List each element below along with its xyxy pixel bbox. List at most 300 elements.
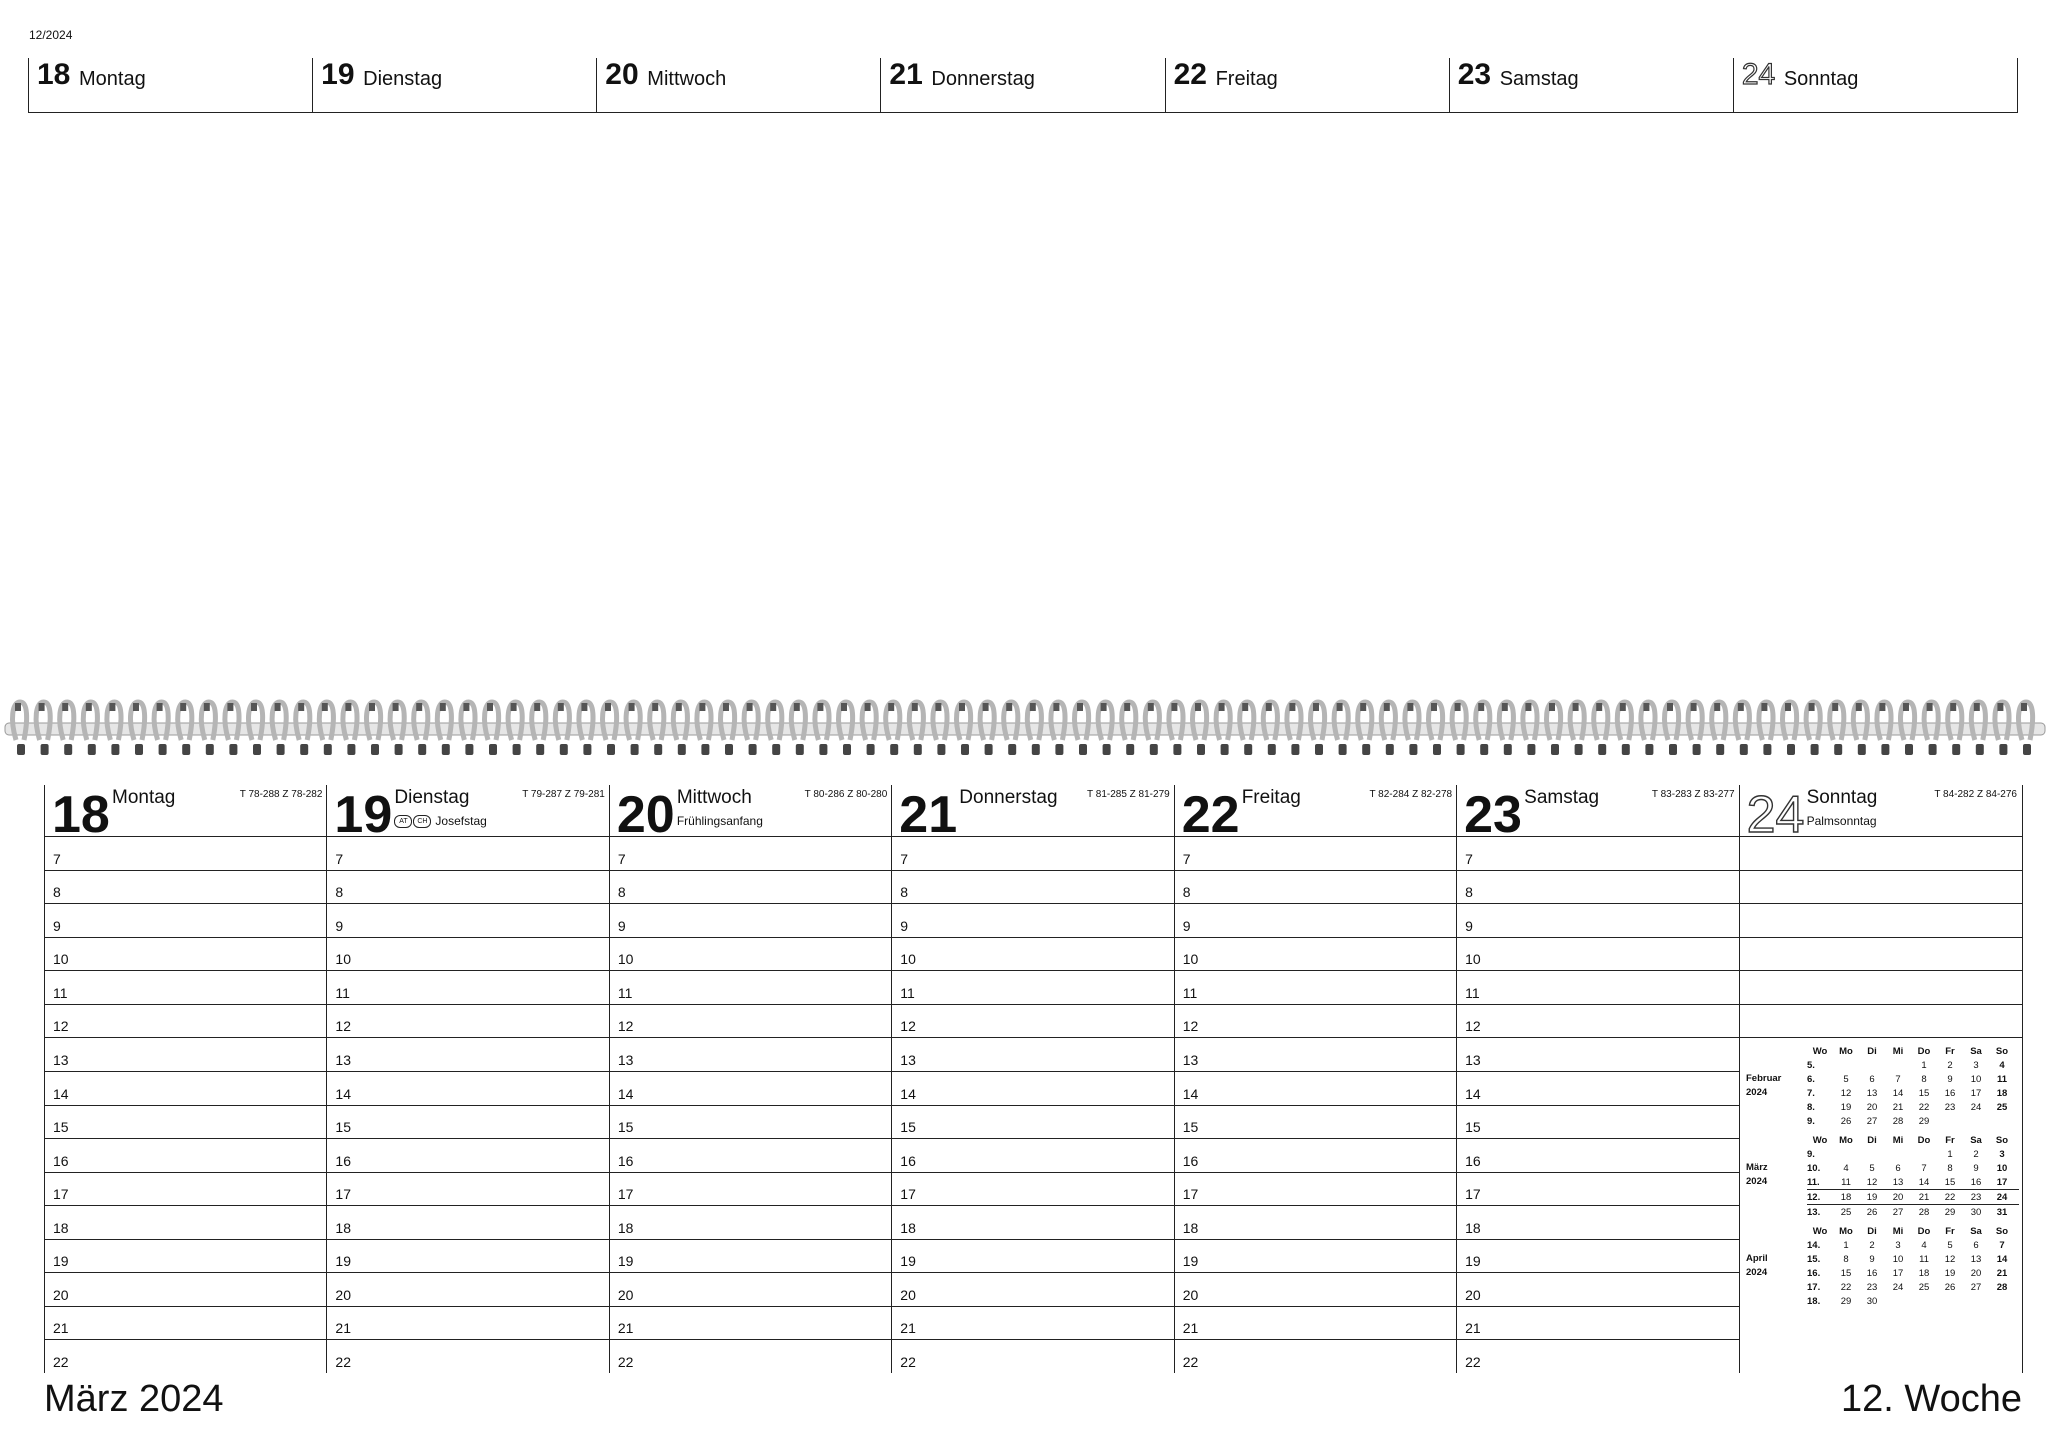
hour-row[interactable] [45,1172,327,1207]
weekday-label: Mi [1892,1135,1904,1146]
mini-week-row [1807,1114,2019,1128]
hour-label: 15 [617,1119,634,1136]
day-number: 24 [1746,786,1805,844]
hour-label: 20 [1182,1286,1199,1303]
hour-row[interactable] [1175,836,1457,871]
hour-row[interactable] [892,937,1174,972]
day-cell: 12 [1840,1087,1852,1099]
day-header[interactable] [327,785,609,844]
day-cell: 2 [1947,1059,1953,1071]
weekday-label: Di [1867,1226,1877,1237]
hour-label: 18 [53,1219,69,1236]
hour-row[interactable] [327,1272,609,1307]
hour-label: 13 [1182,1051,1199,1068]
hour-row[interactable] [327,937,609,972]
hour-row[interactable] [892,1306,1174,1341]
hour-row[interactable] [327,1004,609,1039]
weekday-label: Fr [1945,1135,1955,1146]
hour-label: 21 [53,1320,69,1337]
mini-week-row [1807,1161,2019,1175]
hour-row[interactable] [610,870,892,905]
mini-week-row [1807,1252,2019,1266]
hour-label: 21 [617,1320,634,1337]
hour-row[interactable] [45,1004,327,1039]
hour-label: 22 [1465,1354,1481,1370]
top-week-strip [28,58,2018,113]
mini-weekday-header [1807,1134,2019,1147]
weekday-label: So [1995,1046,2009,1057]
hour-label: 11 [1465,984,1480,1001]
mini-week-row [1807,1294,2019,1308]
hour-row[interactable] [892,1172,1174,1207]
hour-label: 10 [1465,951,1481,968]
hour-label: 19 [1182,1253,1199,1270]
hour-row[interactable] [610,937,892,972]
day-name: Mittwoch [676,787,752,808]
hour-label: 20 [1465,1286,1481,1303]
hour-row[interactable] [892,1105,1174,1140]
hour-label: 17 [1465,1186,1481,1203]
hour-label: 12 [617,1018,634,1035]
day-cell: 13 [1892,1176,1904,1188]
day-name: Montag [112,787,176,808]
mini-week-row [1807,1266,2019,1280]
hour-row[interactable] [1175,903,1457,938]
hour-label: 20 [617,1286,634,1303]
hour-row[interactable] [1175,1306,1457,1341]
hour-row[interactable] [45,1037,327,1072]
week-number: 10. [1807,1162,1821,1174]
hour-row[interactable] [610,1339,892,1373]
hour-row[interactable] [610,903,892,938]
hour-row[interactable] [1457,1239,1739,1274]
top-day-name: Dienstag [363,68,443,90]
day-cell: 9 [1973,1162,1979,1174]
hour-label: 8 [1465,884,1473,901]
hour-label: 22 [335,1354,351,1370]
hour-label: 15 [900,1119,916,1136]
hour-row[interactable] [610,1306,892,1341]
hour-row[interactable] [1175,1272,1457,1307]
hour-row[interactable] [45,1071,327,1106]
top-day-number: 22 [1173,58,1207,91]
hour-row[interactable] [327,1138,609,1173]
hour-row[interactable] [610,1071,892,1106]
mini-calendar [1737,1045,2019,1314]
hour-row[interactable] [327,1037,609,1072]
hour-label: 8 [617,884,626,901]
day-cell: 24 [1970,1101,1982,1113]
hour-row[interactable] [1175,1339,1457,1373]
hour-row[interactable] [1457,836,1739,871]
hour-label: 18 [335,1219,351,1236]
hour-label: 17 [900,1186,916,1203]
mini-week-row [1807,1058,2019,1072]
hour-label: 16 [1182,1152,1199,1169]
hour-row[interactable] [1457,1037,1739,1072]
hour-label: 10 [1182,951,1199,968]
day-cell: 19 [1944,1267,1956,1279]
hour-row[interactable] [610,1037,892,1072]
hour-row[interactable] [1740,970,2022,1005]
day-column-mittwoch [609,785,892,1373]
hour-row[interactable] [610,1205,892,1240]
top-day-name: Freitag [1215,68,1278,90]
day-cell: 10 [1970,1073,1982,1085]
hour-row[interactable] [327,1105,609,1140]
week-planner-grid [44,785,2021,1373]
hour-label: 13 [617,1051,634,1068]
hour-row[interactable] [892,903,1174,938]
day-cell: 9 [1869,1253,1875,1265]
top-day-mittwoch[interactable] [596,58,880,112]
hour-label: 14 [617,1085,634,1102]
day-cell: 28 [1996,1281,2008,1293]
week-number: 9. [1807,1115,1815,1127]
hour-row[interactable] [45,1339,327,1373]
hour-label: 11 [335,984,350,1001]
hour-label: 12 [53,1018,69,1035]
day-header[interactable] [610,785,892,844]
holiday-name: Frühlingsanfang [676,814,763,828]
weekday-label: Fr [1945,1046,1955,1057]
hour-row[interactable] [892,870,1174,905]
hour-row[interactable] [1457,1339,1739,1373]
hour-row[interactable] [1740,903,2022,938]
day-cell: 28 [1918,1206,1930,1218]
mini-week-row [1807,1100,2019,1114]
hour-label: 20 [900,1286,916,1303]
weekday-label: Wo [1812,1135,1828,1146]
hour-row[interactable] [1740,870,2022,905]
mini-weekday-header [1807,1045,2019,1058]
hour-label: 21 [1465,1320,1481,1337]
mini-week-row [1807,1205,2019,1219]
sun-times: T 80-286 Z 80-280 [804,789,888,800]
hour-label: 12 [900,1018,916,1035]
hour-row[interactable] [1740,937,2022,972]
hour-row[interactable] [327,1306,609,1341]
hour-row[interactable] [1740,1004,2022,1039]
hour-label: 9 [617,917,626,934]
hour-label: 7 [617,850,626,867]
day-number: 18 [52,786,110,844]
hour-label: 7 [335,850,344,867]
hour-row[interactable] [1457,937,1739,972]
holiday-note [677,814,763,828]
hour-row[interactable] [1175,1205,1457,1240]
day-cell: 25 [1918,1281,1930,1293]
hour-row[interactable] [327,970,609,1005]
day-cell: 17 [1970,1087,1982,1099]
hour-label: 16 [617,1152,634,1169]
day-header[interactable] [1175,785,1457,844]
top-day-freitag[interactable] [1165,58,1449,112]
hour-row[interactable] [45,1239,327,1274]
day-cell: 4 [1999,1059,2005,1071]
hour-label: 12 [1182,1018,1199,1035]
day-cell: 8 [1921,1073,1927,1085]
day-cell: 14 [1892,1087,1904,1099]
weekday-label: Mo [1839,1135,1853,1146]
hour-label: 21 [900,1320,916,1337]
weekday-label: Wo [1812,1226,1828,1237]
day-cell: 29 [1840,1295,1852,1307]
day-number: 21 [899,786,958,844]
day-cell: 7 [1895,1073,1901,1085]
hour-row[interactable] [1457,1105,1739,1140]
day-name: Freitag [1241,787,1301,808]
weekday-label: So [1995,1226,2009,1237]
hour-row[interactable] [327,1172,609,1207]
mini-month-label: April 2024 [1746,1253,1768,1278]
holiday-name: Josefstag [435,814,487,828]
hour-row[interactable] [892,1071,1174,1106]
hour-label: 20 [53,1286,69,1303]
hour-label: 9 [53,917,61,934]
hour-row[interactable] [327,836,609,871]
hour-label: 13 [335,1051,351,1068]
hour-row[interactable] [1175,1071,1457,1106]
day-cell: 5 [1869,1162,1875,1174]
top-day-number: 24 [1741,58,1776,91]
hour-row[interactable] [1740,836,2022,871]
mini-month-label: Februar 2024 [1746,1073,1782,1098]
hour-row[interactable] [45,1272,327,1307]
hour-row[interactable] [1175,937,1457,972]
mini-week-row [1807,1280,2019,1294]
hour-row[interactable] [892,1205,1174,1240]
week-number: 18. [1807,1295,1821,1307]
day-cell: 7 [1921,1162,1927,1174]
hour-row[interactable] [1175,1239,1457,1274]
hour-row[interactable] [1175,1105,1457,1140]
hour-label: 7 [53,850,61,867]
region-badges [394,814,432,828]
hour-row[interactable] [1457,1306,1739,1341]
weekday-label: Sa [1970,1226,1982,1237]
day-header[interactable] [892,785,1174,844]
hour-label: 14 [1465,1085,1481,1102]
day-cell: 29 [1944,1206,1956,1218]
hour-row[interactable] [892,836,1174,871]
hour-row[interactable] [892,1037,1174,1072]
day-cell: 3 [1895,1239,1901,1251]
hour-row[interactable] [610,836,892,871]
weekday-label: Do [1917,1046,1931,1057]
hour-row[interactable] [892,1004,1174,1039]
day-cell: 14 [1918,1176,1930,1188]
hour-label: 14 [335,1085,351,1102]
day-cell: 26 [1840,1115,1852,1127]
day-cell: 18 [1918,1267,1930,1279]
hour-row[interactable] [1457,870,1739,905]
hour-label: 11 [900,984,915,1001]
day-cell: 11 [1996,1073,2008,1085]
day-column-montag [44,785,327,1373]
day-header[interactable] [1740,785,2022,844]
hour-row[interactable] [1457,1138,1739,1173]
hour-label: 20 [335,1286,351,1303]
hour-row[interactable] [1457,1172,1739,1207]
weekday-label: So [1995,1135,2009,1146]
hour-label: 19 [335,1253,351,1270]
hour-row[interactable] [1175,870,1457,905]
hour-label: 22 [53,1354,69,1370]
top-day-sonntag[interactable] [1733,58,2018,112]
day-cell: 5 [1947,1239,1953,1251]
day-cell: 20 [1892,1191,1904,1203]
day-cell: 21 [1892,1101,1904,1113]
top-day-name: Donnerstag [931,68,1035,90]
holiday-note [394,814,486,828]
weekday-label: Mo [1839,1046,1853,1057]
hour-row[interactable] [1457,970,1739,1005]
hour-row[interactable] [610,1172,892,1207]
top-day-number: 18 [37,58,71,91]
hour-row[interactable] [892,1339,1174,1373]
hour-label: 12 [335,1018,351,1035]
hour-row[interactable] [45,903,327,938]
week-number: 12. [1807,1191,1821,1203]
hour-label: 15 [1182,1119,1199,1136]
hour-row[interactable] [1175,1172,1457,1207]
day-cell: 20 [1866,1101,1878,1113]
day-cell: 29 [1918,1115,1930,1127]
hour-row[interactable] [1457,903,1739,938]
day-cell: 13 [1970,1253,1982,1265]
hour-label: 17 [335,1186,351,1203]
week-number: 6. [1807,1073,1815,1085]
weekday-label: Do [1917,1226,1931,1237]
day-header[interactable] [1457,785,1739,844]
hour-row[interactable] [610,1272,892,1307]
day-cell: 8 [1947,1162,1953,1174]
mini-week-row [1807,1147,2019,1161]
day-cell: 24 [1892,1281,1904,1293]
hour-row[interactable] [45,970,327,1005]
day-cell: 27 [1892,1206,1904,1218]
hour-row[interactable] [610,1004,892,1039]
day-cell: 26 [1866,1206,1878,1218]
day-name: Sonntag [1806,787,1878,808]
hour-row[interactable] [1175,970,1457,1005]
hour-row[interactable] [892,1272,1174,1307]
day-cell: 4 [1921,1239,1927,1251]
hour-row[interactable] [327,1071,609,1106]
hour-label: 8 [335,884,344,901]
hour-label: 19 [1465,1253,1481,1270]
hour-row[interactable] [1457,1272,1739,1307]
day-cell: 11 [1919,1253,1929,1265]
day-cell: 13 [1866,1087,1878,1099]
hour-row[interactable] [45,1138,327,1173]
hour-label: 11 [53,984,68,1001]
hour-row[interactable] [610,1105,892,1140]
sun-times: T 79-287 Z 79-281 [522,789,605,800]
hour-row[interactable] [45,836,327,871]
hour-row[interactable] [45,1306,327,1341]
hour-row[interactable] [892,970,1174,1005]
day-name: Samstag [1524,787,1600,808]
hour-label: 12 [1465,1018,1481,1035]
weekday-label: Sa [1970,1135,1982,1146]
top-day-donnerstag[interactable] [880,58,1164,112]
top-day-samstag[interactable] [1449,58,1733,112]
hour-row[interactable] [1175,1037,1457,1072]
day-cell: 10 [1892,1253,1904,1265]
day-cell: 25 [1840,1206,1852,1218]
day-cell: 30 [1866,1295,1878,1307]
hour-row[interactable] [610,1239,892,1274]
hour-row[interactable] [327,1239,609,1274]
hour-label: 15 [335,1119,351,1136]
hour-row[interactable] [327,903,609,938]
day-column-samstag [1456,785,1739,1373]
hour-label: 18 [1182,1219,1199,1236]
hour-label: 22 [1182,1354,1199,1370]
hour-label: 9 [1182,917,1191,934]
top-day-name: Samstag [1499,68,1579,90]
top-day-dienstag[interactable] [312,58,596,112]
hour-row[interactable] [1175,1138,1457,1173]
hour-row[interactable] [610,1138,892,1173]
day-cell: 22 [1918,1101,1930,1113]
weekday-label: Fr [1945,1226,1955,1237]
hour-row[interactable] [1175,1004,1457,1039]
day-cell: 18 [1996,1087,2008,1099]
hour-row[interactable] [45,1105,327,1140]
top-day-montag[interactable] [28,58,312,112]
hour-row[interactable] [45,937,327,972]
hour-row[interactable] [327,870,609,905]
hour-row[interactable] [610,970,892,1005]
day-name: Dienstag [394,787,470,808]
day-cell: 1 [1947,1148,1953,1160]
hour-row[interactable] [45,870,327,905]
day-number: 22 [1181,786,1240,844]
day-cell: 2 [1973,1148,1979,1160]
sun-times: T 82-284 Z 82-278 [1369,789,1453,800]
hour-row[interactable] [45,1205,327,1240]
hour-row[interactable] [892,1239,1174,1274]
day-header[interactable] [45,785,327,844]
mini-week-row [1807,1086,2019,1100]
footer-month: März 2024 [44,1378,224,1420]
week-number: 17. [1807,1281,1821,1293]
day-cell: 3 [1999,1148,2005,1160]
hour-label: 11 [1182,984,1198,1001]
hour-row[interactable] [892,1138,1174,1173]
weekday-label: Wo [1812,1046,1828,1057]
top-day-number: 19 [321,58,355,91]
week-number: 5. [1807,1059,1815,1071]
hour-row[interactable] [1457,1071,1739,1106]
day-cell: 19 [1840,1101,1852,1113]
top-day-number: 21 [889,58,923,91]
hour-label: 15 [53,1119,69,1136]
day-cell: 3 [1973,1059,1979,1071]
day-cell: 1 [1921,1059,1927,1071]
region-badge: CH [413,815,431,828]
hour-row[interactable] [1457,1205,1739,1240]
mini-week-row [1807,1238,2019,1252]
day-cell: 8 [1843,1253,1849,1265]
hour-row[interactable] [327,1339,609,1373]
hour-row[interactable] [327,1205,609,1240]
day-cell: 5 [1843,1073,1849,1085]
hour-row[interactable] [1457,1004,1739,1039]
